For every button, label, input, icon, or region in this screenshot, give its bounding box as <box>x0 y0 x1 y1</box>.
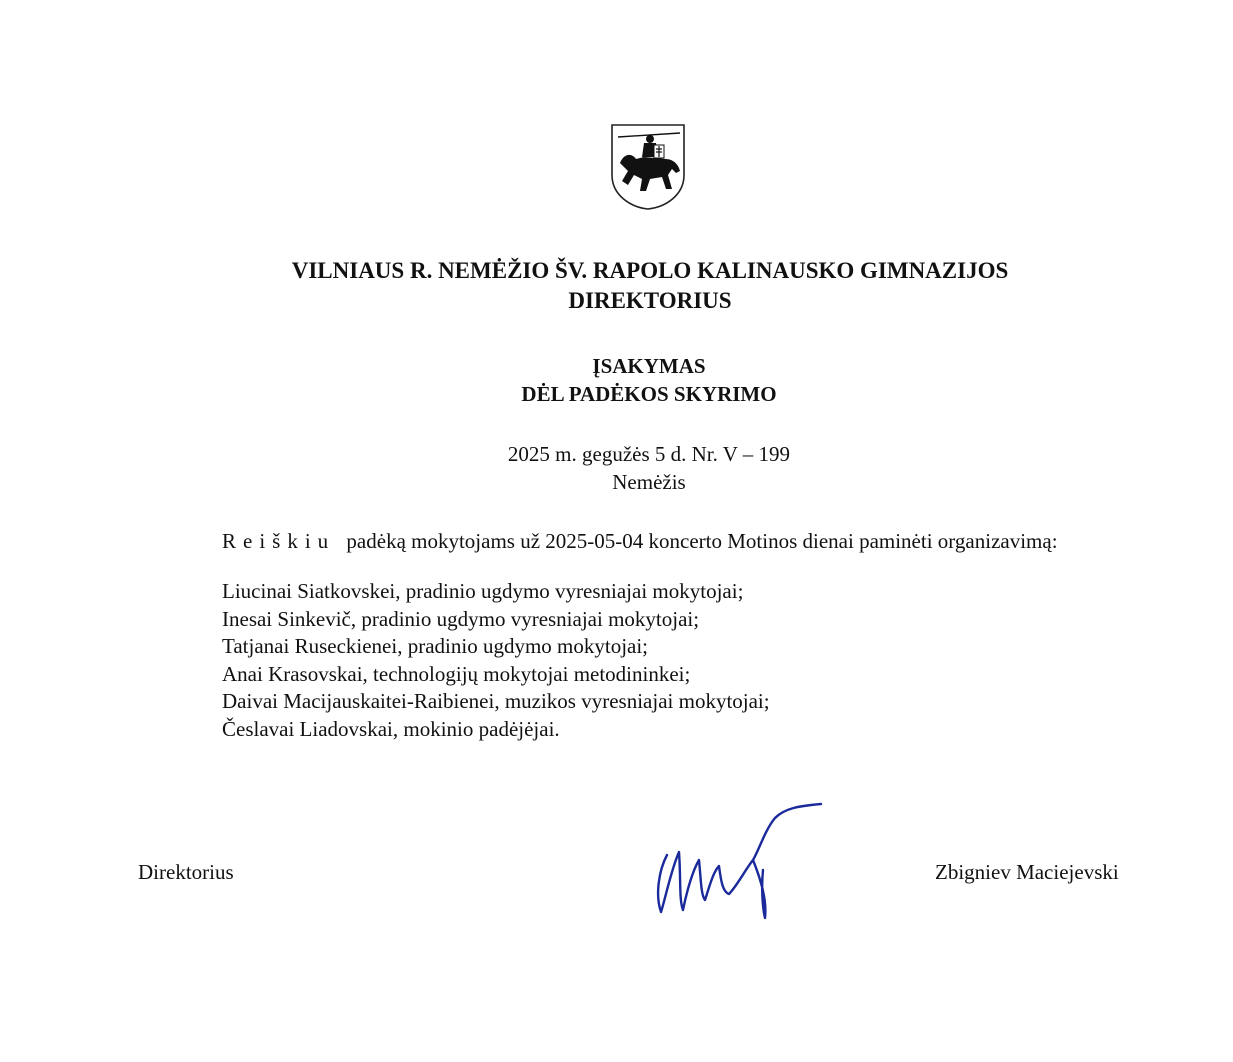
list-item: Liucinai Siatkovskei, pradinio ugdymo vyresniajai mokytojai; <box>222 579 744 603</box>
intro-text: padėką mokytojams už 2025-05-04 koncerto Motinos dienai paminėti organizavimą: <box>346 529 1058 553</box>
list-item: Inesai Sinkevič, pradinio ugdymo vyresniajai mokytojai; <box>222 606 700 631</box>
institution-line-1: VILNIAUS R. NEMĖŽIO ŠV. RAPOLO KALINAUSKO GIMNAZIJOS <box>291 258 1009 283</box>
vytis-coat-of-arms-icon <box>610 123 686 211</box>
signatory-name: Zbigniev Maciejevski <box>935 860 1119 884</box>
handwritten-signature <box>645 800 825 925</box>
list-item: Česlavai Liadovskai, mokinio padėjėjai. <box>222 716 560 741</box>
order-heading <box>0 352 1233 408</box>
order-title: ĮSAKYMAS <box>592 354 706 378</box>
signatory-role: Direktorius <box>138 860 234 884</box>
recipients-list <box>222 578 770 743</box>
institution-line-2: DIREKTORIUS <box>568 288 732 313</box>
list-item: Anai Krasovskai, technologijų mokytojai metodininkei; <box>222 661 691 686</box>
list-item: Daivai Macijauskaitei-Raibienei, muzikos vyresniajai mokytojai; <box>222 689 770 713</box>
order-date-number: 2025 m. gegužės 5 d. Nr. V – 199 <box>507 442 791 466</box>
order-subject: DĖL PADĖKOS SKYRIMO <box>521 382 777 406</box>
intro-paragraph <box>222 527 1058 555</box>
order-place: Nemėžis <box>612 470 686 494</box>
list-item: Tatjanai Ruseckienei, pradinio ugdymo mokytojai; <box>222 634 649 658</box>
institution-heading <box>0 256 1233 316</box>
intro-spaced-word: Reiškiu <box>222 529 336 553</box>
